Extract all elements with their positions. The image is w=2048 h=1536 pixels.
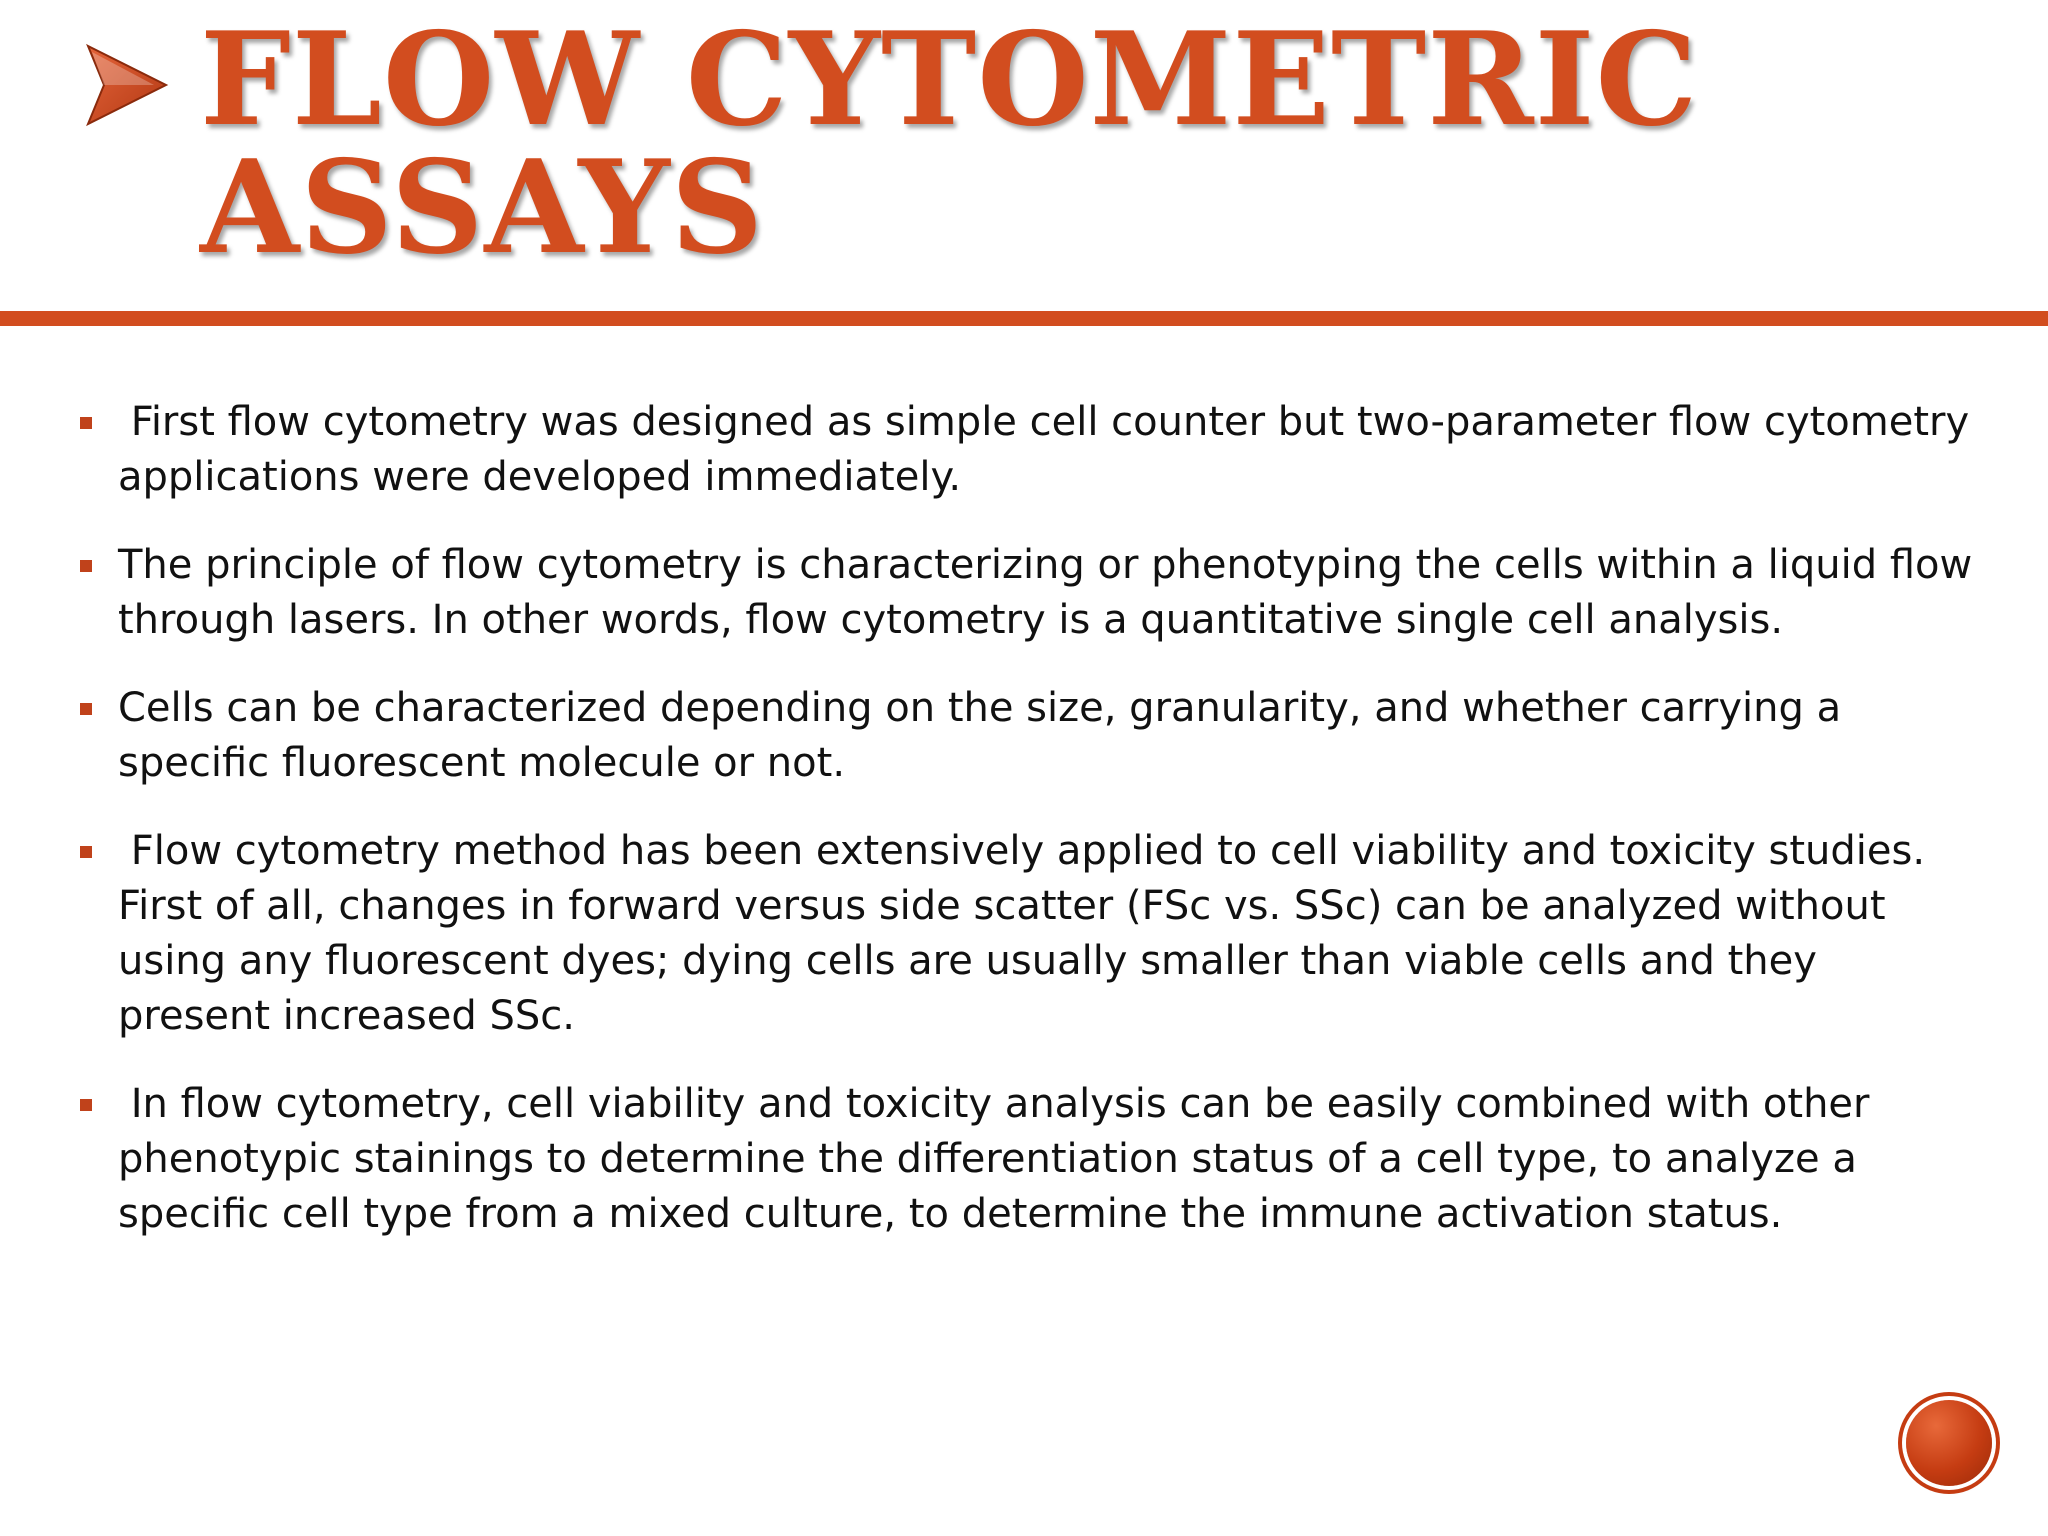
list-item: [80, 681, 1980, 791]
title-divider: [0, 311, 2048, 326]
title-line-1: FLOW CYTOMETRIC: [200, 5, 1699, 155]
list-item: [80, 538, 1985, 648]
bullet-text: Cells can be characterized depending on the size, granularity, and whether carrying a specific fluorescent molecule or not.: [118, 685, 1854, 786]
list-item: [80, 1077, 1980, 1242]
list-item: [80, 824, 1980, 1044]
bullet-text: The principle of flow cytometry is characterizing or phenotyping the cells within a liquid flow through lasers. In other words, flow cytometry is a quantitative single cell analysis.: [118, 542, 1985, 643]
page-title: [200, 5, 1900, 283]
square-bullet-icon: [80, 846, 92, 858]
square-bullet-icon: [80, 1099, 92, 1111]
bullet-text: In flow cytometry, cell viability and toxicity analysis can be easily combined with other phenotypic stainings to determine the differentiation status of a cell type, to analyze a specific cell type from a mixed culture, to determine the immune activation status.: [118, 1081, 1883, 1237]
square-bullet-icon: [80, 417, 92, 429]
bullet-text: Flow cytometry method has been extensively applied to cell viability and toxicity studies. First of all, changes in forward versus side scatter (FSc vs. SSc) can be analyzed without using any fluorescent dyes; dying cells are usually smaller than viable cells and they present increased SSc.: [118, 828, 1938, 1039]
next-slide-button[interactable]: [1906, 1400, 1992, 1486]
square-bullet-icon: [80, 560, 92, 572]
title-line-2: ASSAYS: [200, 133, 765, 283]
bullet-list: [80, 395, 1985, 1275]
square-bullet-icon: [80, 703, 92, 715]
arrow-right-icon: [82, 40, 172, 130]
list-item: [80, 395, 1980, 505]
bullet-text: First flow cytometry was designed as simple cell counter but two-parameter flow cytometry applications were developed immediately.: [118, 399, 1982, 500]
